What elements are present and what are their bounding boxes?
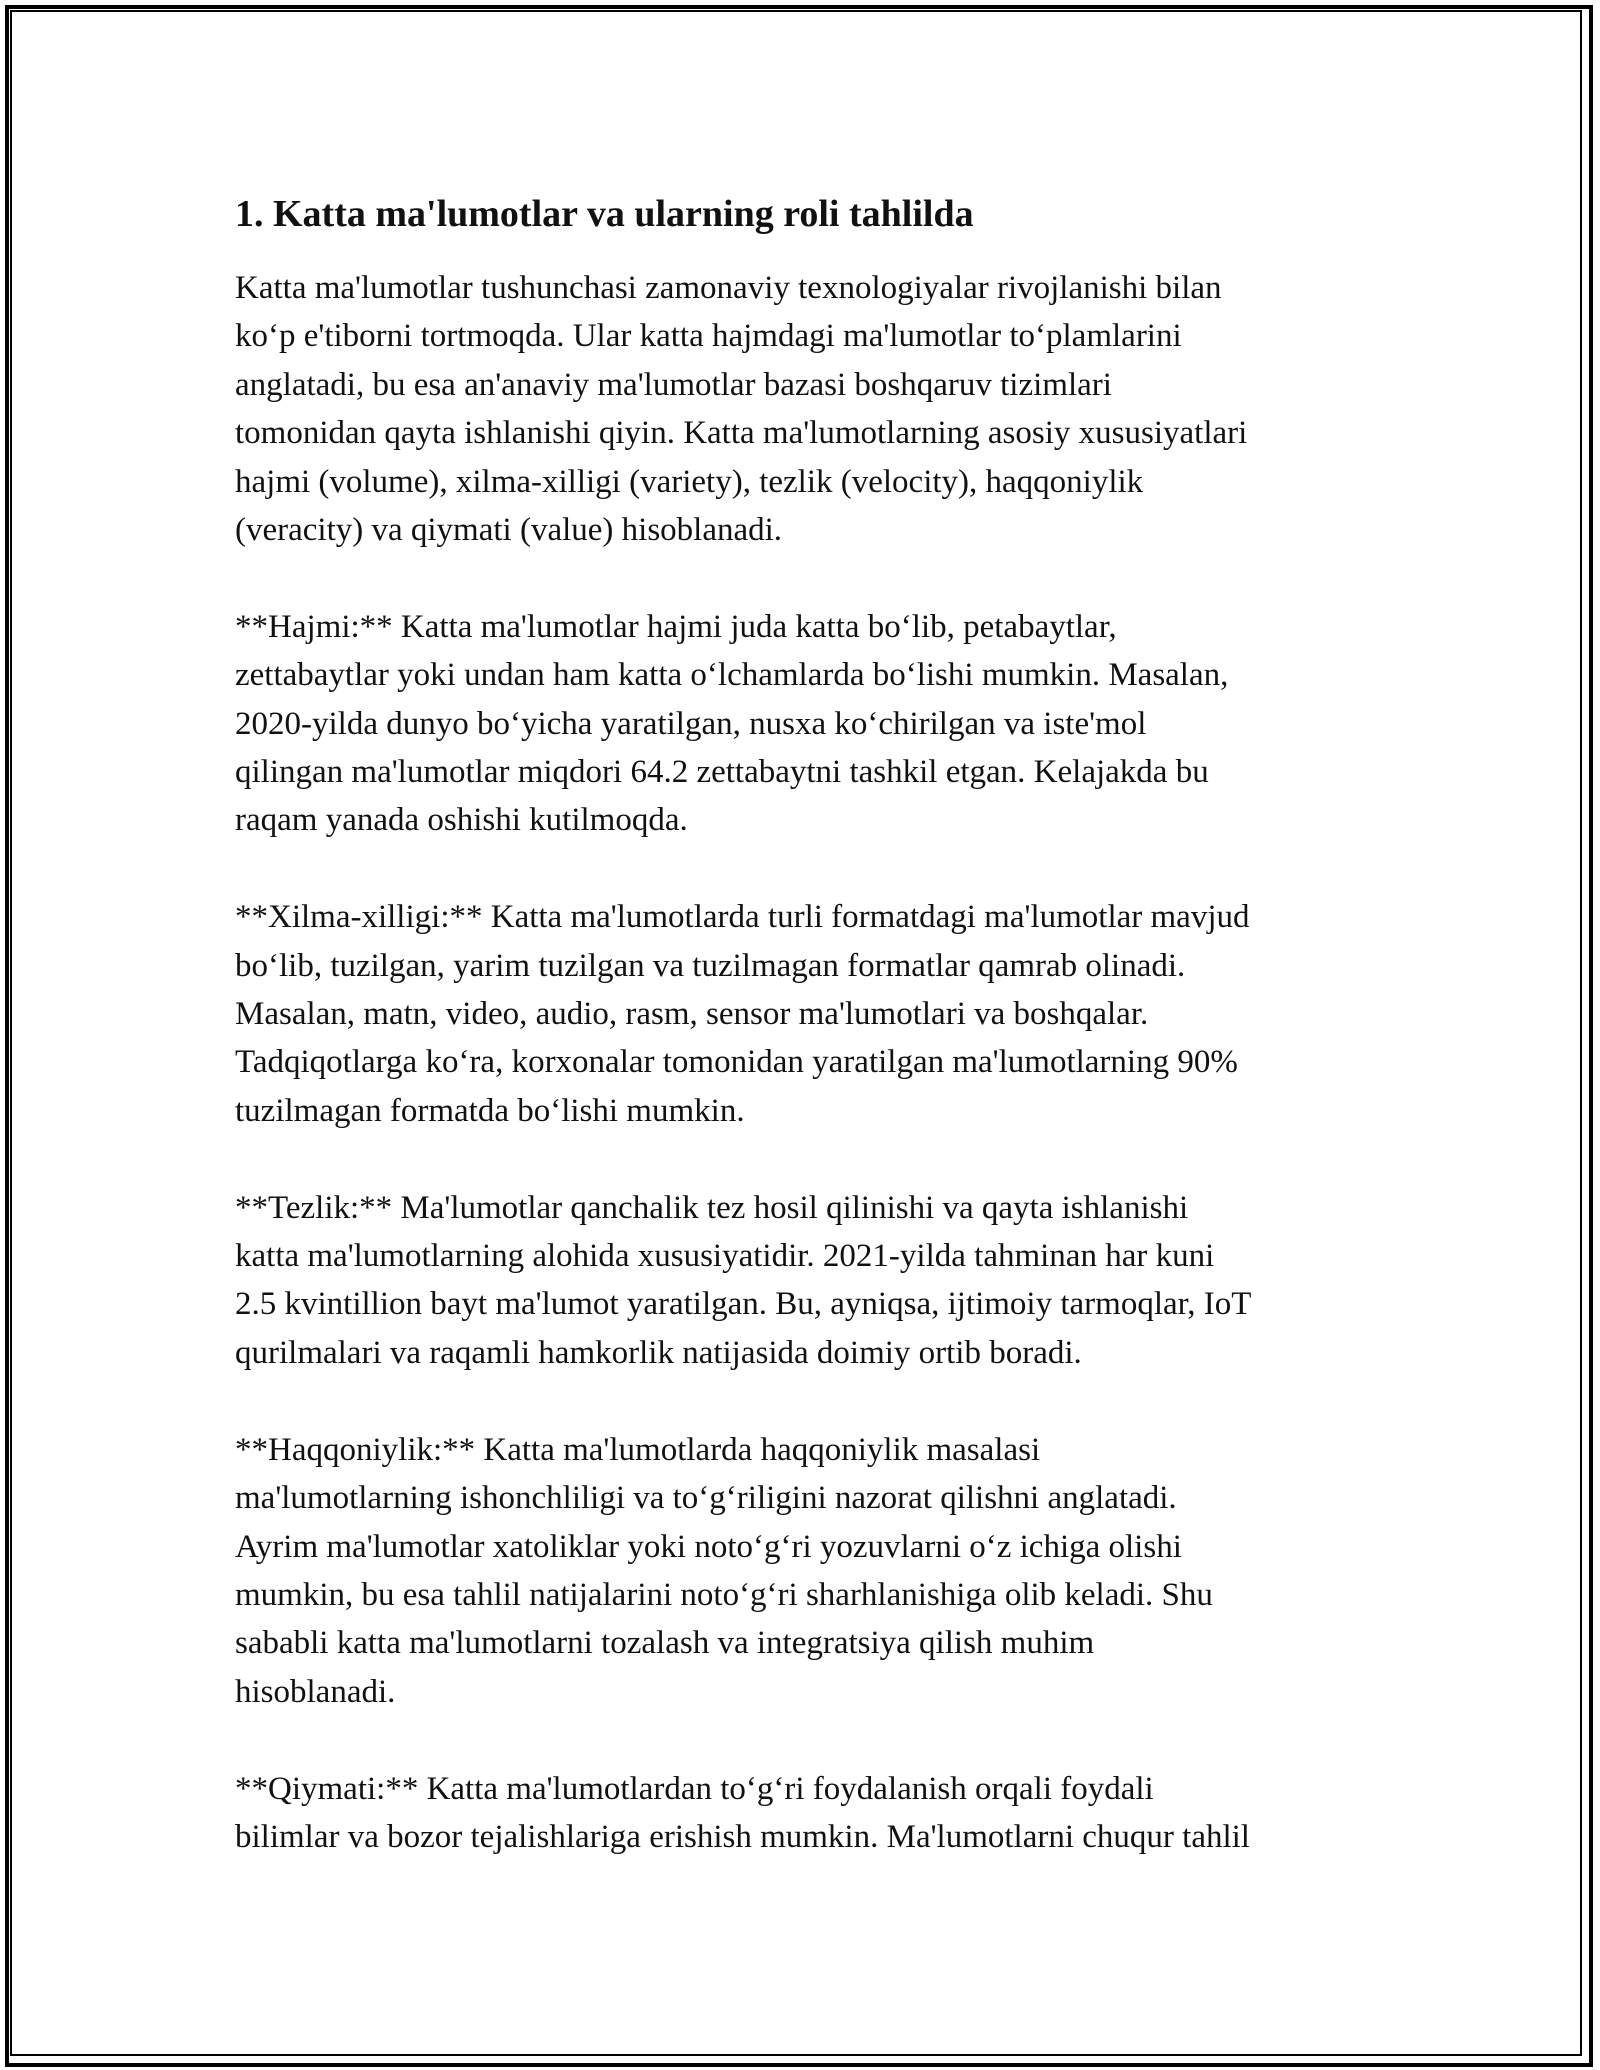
text-line: **Hajmi:** Katta ma'lumotlar hajmi juda katta bo‘lib, petabaytlar, [235,608,1117,645]
text-line: bo‘lib, tuzilgan, yarim tuzilgan va tuzilmagan formatlar qamrab olinadi. [235,947,1186,984]
text-line: Katta ma'lumotlar tushunchasi zamonaviy texnologiyalar rivojlanishi bilan [235,270,1222,306]
text-line: zettabaytlar yoki undan ham katta o‘lchamlarda bo‘lishi mumkin. Masalan, [235,657,1229,694]
text-line: 2020-yilda dunyo bo‘yicha yaratilgan, nusxa ko‘chirilgan va iste'mol [235,705,1147,742]
text-line: 2.5 kvintillion bayt ma'lumot yaratilgan. Bu, ayniqsa, ijtimoiy tarmoqlar, IoT [235,1286,1252,1323]
text-line: tomonidan qayta ishlanishi qiyin. Katta ma'lumotlarning asosiy xususiyatlari [235,415,1248,452]
paragraph-variety [235,893,1375,1135]
section-heading: 1. Katta ma'lumotlar va ularning roli tahlilda [235,193,974,235]
text-line: **Tezlik:** Ma'lumotlar qanchalik tez hosil qilinishi va qayta ishlanishi [235,1189,1189,1226]
text-line: ko‘p e'tiborni tortmoqda. Ular katta hajmdagi ma'lumotlar to‘plamlarini [235,318,1182,355]
paragraph-value [235,1765,1375,1862]
text-line: raqam yanada oshishi kutilmoqda. [235,802,688,839]
text-line: sababli katta ma'lumotlarni tozalash va integratsiya qilish muhim [235,1625,1095,1662]
text-line: Tadqiqotlarga ko‘ra, korxonalar tomonidan yaratilgan ma'lumotlarning 90% [235,1044,1238,1081]
text-line: tuzilmagan formatda bo‘lishi mumkin. [235,1092,745,1129]
text-line: **Qiymati:** Katta ma'lumotlardan to‘g‘ri foydalanish orqali foydali [235,1770,1154,1807]
paragraph-veracity [235,1426,1375,1716]
text-line: anglatadi, bu esa an'anaviy ma'lumotlar bazasi boshqaruv tizimlari [235,366,1112,403]
text-line: Ayrim ma'lumotlar xatoliklar yoki noto‘g‘ri yozuvlarni o‘z ichiga olishi [235,1528,1182,1565]
text-line: hisoblanadi. [235,1673,396,1710]
text-line: qilingan ma'lumotlar miqdori 64.2 zettabaytni tashkil etgan. Kelajakda bu [235,754,1209,791]
paragraph-velocity [235,1184,1375,1378]
text-line: **Haqqoniylik:** Katta ma'lumotlarda haqqoniylik masalasi [235,1431,1041,1468]
text-line: katta ma'lumotlarning alohida xususiyatidir. 2021-yilda tahminan har kuni [235,1238,1215,1275]
text-line: qurilmalari va raqamli hamkorlik natijasida doimiy ortib boradi. [235,1334,1082,1371]
paragraph-volume [235,603,1375,845]
text-line: (veracity) va qiymati (value) hisoblanadi. [235,512,783,549]
text-line: mumkin, bu esa tahlil natijalarini noto‘g‘ri sharhlanishiga olib keladi. Shu [235,1576,1213,1613]
text-line: hajmi (volume), xilma-xilligi (variety), tezlik (velocity), haqqoniylik [235,463,1144,500]
paragraph-intro [235,264,1375,554]
text-line: Masalan, matn, video, audio, rasm, sensor ma'lumotlari va boshqalar. [235,996,1149,1033]
text-line: bilimlar va bozor tejalishlariga erishish mumkin. Ma'lumotlarni chuqur tahlil [235,1818,1250,1855]
text-line: **Xilma-xilligi:** Katta ma'lumotlarda turli formatdagi ma'lumotlar mavjud [235,899,1250,936]
text-line: ma'lumotlarning ishonchliligi va to‘g‘riligini nazorat qilishni anglatadi. [235,1480,1177,1517]
document-body [235,190,1375,1861]
